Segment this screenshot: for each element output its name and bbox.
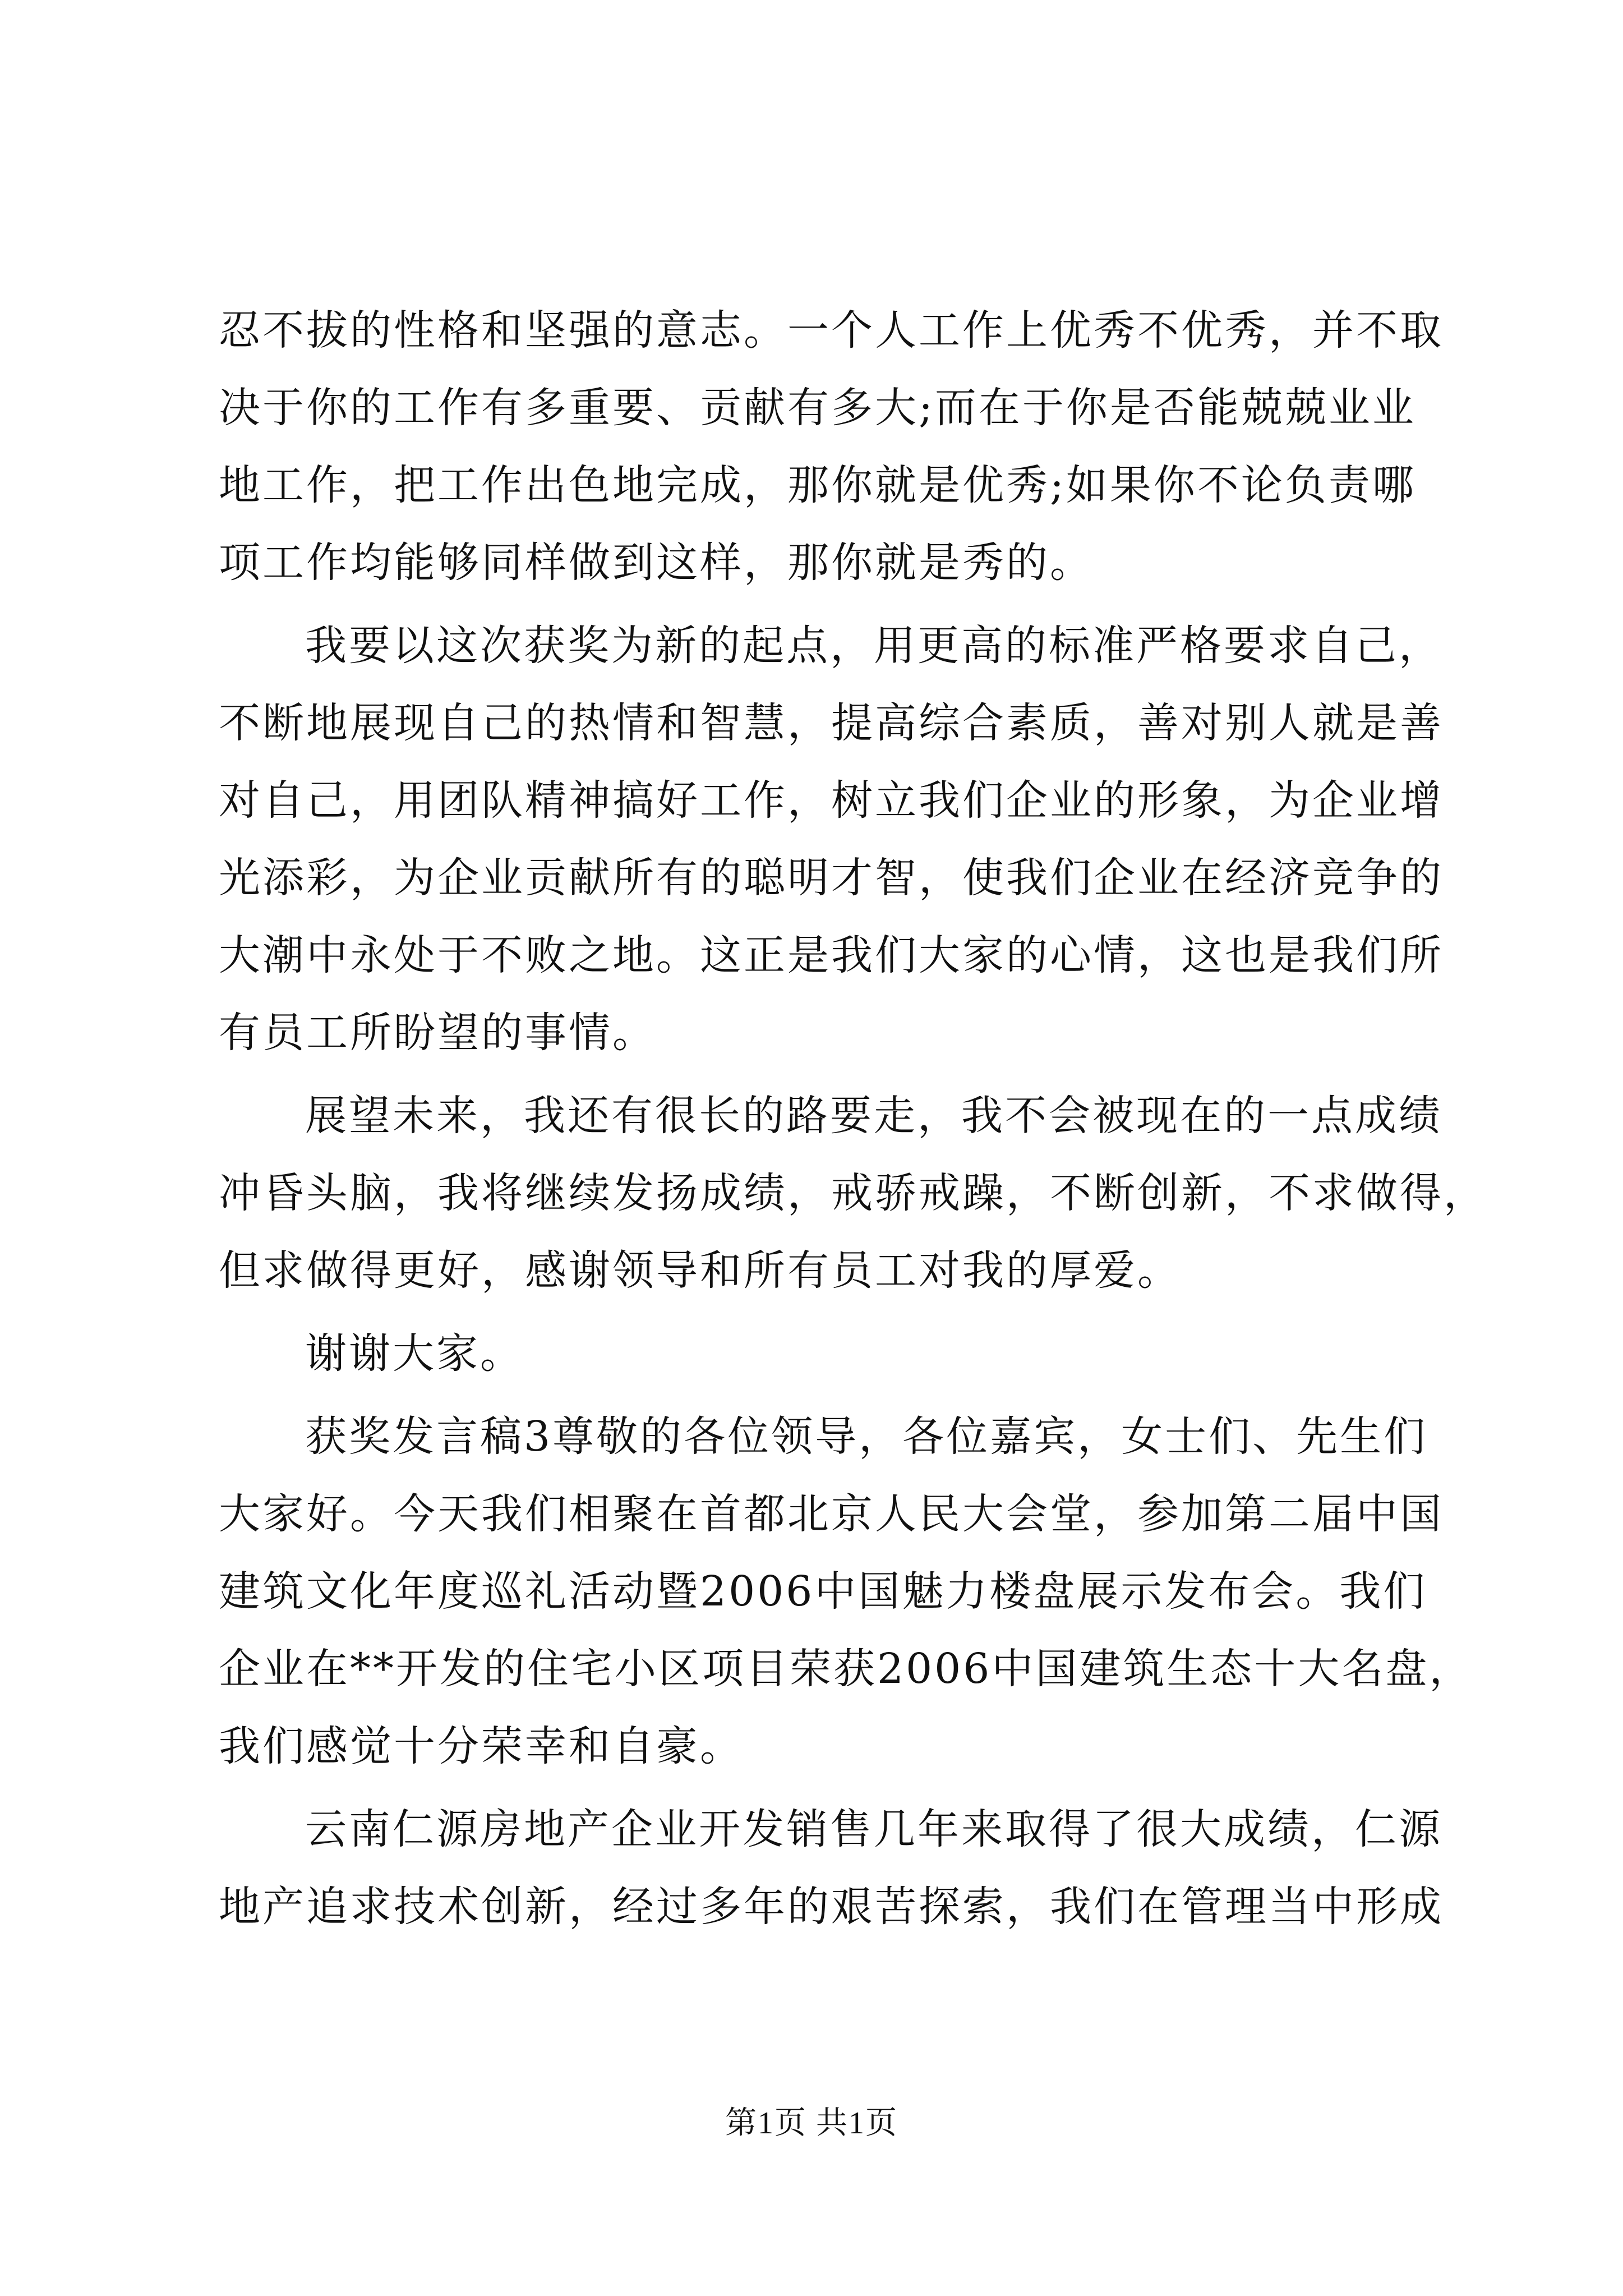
paragraph-line: 忍不拔的性格和坚强的意志。一个人工作上优秀不优秀，并不取 [219,306,1444,355]
paragraph-line: 决于你的工作有多重要、贡献有多大;而在于你是否能兢兢业业 [219,384,1416,432]
paragraph-line: 我们感觉十分荣幸和自豪。 [219,1722,744,1770]
paragraph-line: 对自己，用团队精神搞好工作，树立我们企业的形象，为企业增 [219,776,1444,825]
paragraph-line: 我要以这次获奖为新的起点，用更高的标准严格要求自己， [305,622,1442,670]
page-footer: 第1页 共1页 [725,2106,898,2141]
paragraph-line: 大潮中永处于不败之地。这正是我们大家的心情，这也是我们所 [219,931,1444,979]
paragraph-1 [219,292,1444,601]
paragraph-6 [219,1791,1444,1945]
paragraph-line: 大家好。今天我们相聚在首都北京人民大会堂，参加第二届中国 [219,1490,1444,1538]
paragraph-line: 项工作均能够同样做到这样，那你就是秀的。 [219,539,1094,587]
paragraph-5 [219,1398,1473,1785]
paragraph-2 [219,607,1444,1071]
paragraph-4 [219,1315,1408,1392]
paragraph-3 [219,1077,1487,1309]
paragraph-line: 地产追求技术创新，经过多年的艰苦探索，我们在管理当中形成 [219,1883,1444,1931]
paragraph-line: 冲昏头脑，我将继续发扬成绩，戒骄戒躁，不断创新，不求做得， [219,1169,1487,1217]
paragraph-line: 光添彩，为企业贡献所有的聪明才智，使我们企业在经济竞争的 [219,854,1444,902]
paragraph-line: 企业在**开发的住宅小区项目荣获2006中国建筑生态十大名盘， [219,1645,1473,1693]
paragraph-line: 谢谢大家。 [305,1329,524,1378]
paragraph-line: 不断地展现自己的热情和智慧，提高综合素质，善对别人就是善 [219,699,1444,747]
paragraph-line: 但求做得更好，感谢领导和所有员工对我的厚爱。 [219,1246,1181,1295]
paragraph-line: 有员工所盼望的事情。 [219,1009,656,1057]
paragraph-line: 获奖发言稿3尊敬的各位领导，各位嘉宾，女士们、先生们 [305,1412,1428,1461]
paragraph-line: 展望未来，我还有很长的路要走，我不会被现在的一点成绩 [305,1092,1442,1140]
paragraph-line: 建筑文化年度巡礼活动暨2006中国魅力楼盘展示发布会。我们 [219,1567,1427,1616]
paragraph-line: 地工作，把工作出色地完成，那你就是优秀;如果你不论负责哪 [219,461,1416,509]
paragraph-line: 云南仁源房地产企业开发销售几年来取得了很大成绩，仁源 [305,1805,1442,1853]
document-body [219,292,1487,1951]
